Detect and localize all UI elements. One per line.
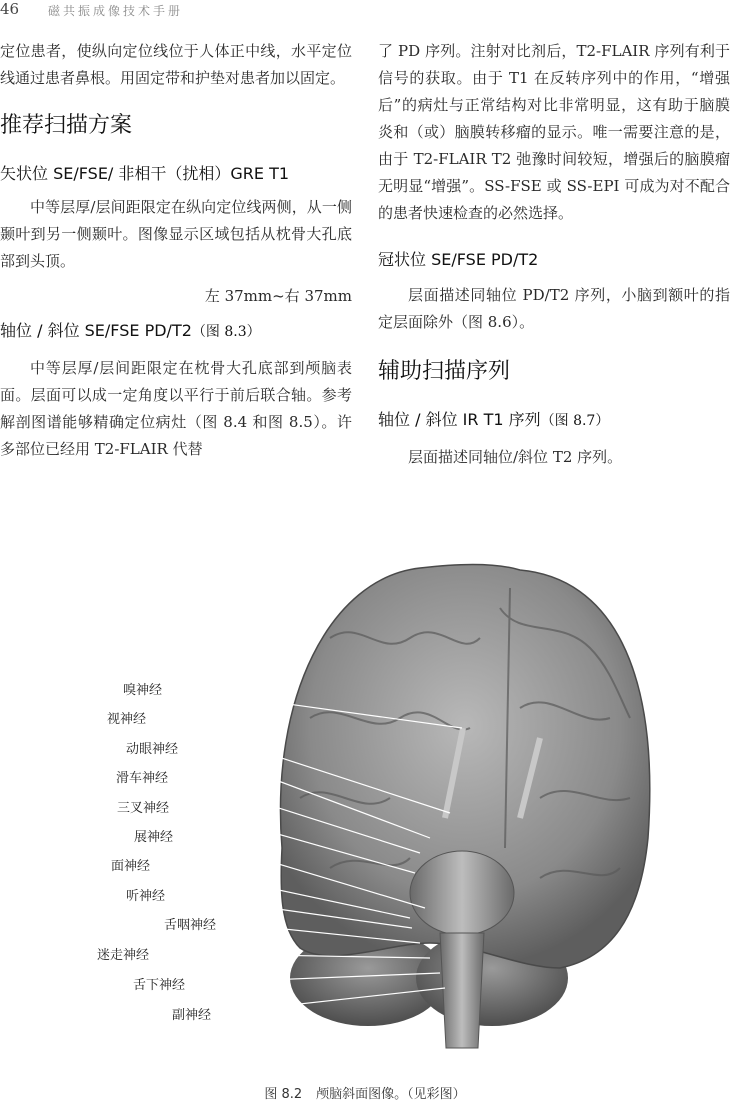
axial-heading <box>0 318 352 341</box>
page-header <box>0 0 730 22</box>
figure-number: 图 8.2 <box>264 1087 303 1102</box>
ir-paragraph: 层面描述同轴位/斜位 T2 序列。 <box>408 448 623 466</box>
label-trigeminal-nerve: 三叉神经 <box>117 801 170 816</box>
ir-heading-text: 轴位 / 斜位 IR T1 序列 <box>378 410 541 429</box>
leader-vagus <box>156 953 430 958</box>
label-abducens-nerve: 展神经 <box>134 830 174 845</box>
axial-figure-ref: （图 8.3） <box>191 324 261 340</box>
coronal-paragraph: 层面描述同轴位 PD/T2 序列，小脑到额叶的指定层面除外（图 8.6）。 <box>378 286 730 331</box>
label-olfactory-nerve: 嗅神经 <box>123 683 163 698</box>
label-optic-nerve: 视神经 <box>107 712 147 727</box>
leader-olfactory <box>172 688 462 728</box>
label-vagus-nerve: 迷走神经 <box>97 948 150 963</box>
label-oculomotor-nerve: 动眼神经 <box>126 742 179 757</box>
brain-figure <box>0 548 730 1068</box>
label-auditory-nerve: 听神经 <box>126 889 166 904</box>
range-text: 左 37mm~右 37mm <box>204 287 352 305</box>
leader-trochlear <box>178 776 420 853</box>
label-facial-nerve: 面神经 <box>111 859 151 874</box>
leader-lines <box>0 548 730 1068</box>
leader-accessory <box>218 988 445 1013</box>
ir-figure-ref: （图 8.7） <box>540 413 610 429</box>
running-title: 磁共振成像技术手册 <box>48 4 184 18</box>
sagittal-paragraph: 中等层厚/层间距限定在纵向定位线两侧，从一侧颞叶到另一侧颞叶。图像显示区域包括从枕骨大孔底部到头顶。 <box>0 198 352 270</box>
sagittal-heading: 矢状位 SE/FSE/ 非相干（扰相）GRE T1 <box>0 164 290 183</box>
flair-paragraph: 了 PD 序列。注射对比剂后，T2-FLAIR 序列有利于信号的获取。由于 T1 在反转序列中的作用，“增强后”的病灶与正常结构对比非常明显，这有助于脑膜炎和（或）脑膜转移瘤的显示。唯一需要注意的是，由于 T2-FLAIR T2 弛豫时间较短，增强后的脑膜瘤无明显“增强”。SS-FSE 或 SS-EPI 可成为对不配合的患者快速检查的必然选择。 <box>378 42 730 222</box>
figure-caption-text: 颅脑斜面图像。（见彩图） <box>316 1087 466 1102</box>
figure-caption <box>0 1083 730 1102</box>
label-glossopharyngeal-nerve: 舌咽神经 <box>164 918 217 933</box>
ir-heading <box>378 407 730 430</box>
label-trochlear-nerve: 滑车神经 <box>116 771 169 786</box>
leader-glossopharyngeal <box>226 923 420 943</box>
leader-optic <box>156 717 450 813</box>
section-title-auxiliary: 辅助扫描序列 <box>378 359 511 384</box>
coronal-heading: 冠状位 SE/FSE PD/T2 <box>378 250 539 269</box>
leader-trigeminal <box>179 806 415 873</box>
leader-abducens <box>182 835 425 908</box>
label-accessory-nerve: 副神经 <box>172 1008 212 1023</box>
axial-paragraph: 中等层厚/层间距限定在枕骨大孔底部到颅脑表面。层面可以成一定角度以平行于前后联合轴。参考解剖图谱能够精确定位病灶（图 8.4 和图 8.5）。许多部位已经用 T2-FLAIR 代替 <box>0 359 352 458</box>
leader-hypoglossal <box>194 973 440 983</box>
page-number: 46 <box>0 0 20 18</box>
leader-oculomotor <box>188 747 430 838</box>
intro-paragraph: 定位患者，使纵向定位线位于人体正中线，水平定位线通过患者鼻根。用固定带和护垫对患者加以固定。 <box>0 42 352 87</box>
label-hypoglossal-nerve: 舌下神经 <box>133 978 186 993</box>
axial-heading-text: 轴位 / 斜位 SE/FSE PD/T2 <box>0 321 192 340</box>
left-column <box>0 38 352 463</box>
section-title-recommended: 推荐扫描方案 <box>0 113 133 138</box>
right-column <box>378 38 730 471</box>
